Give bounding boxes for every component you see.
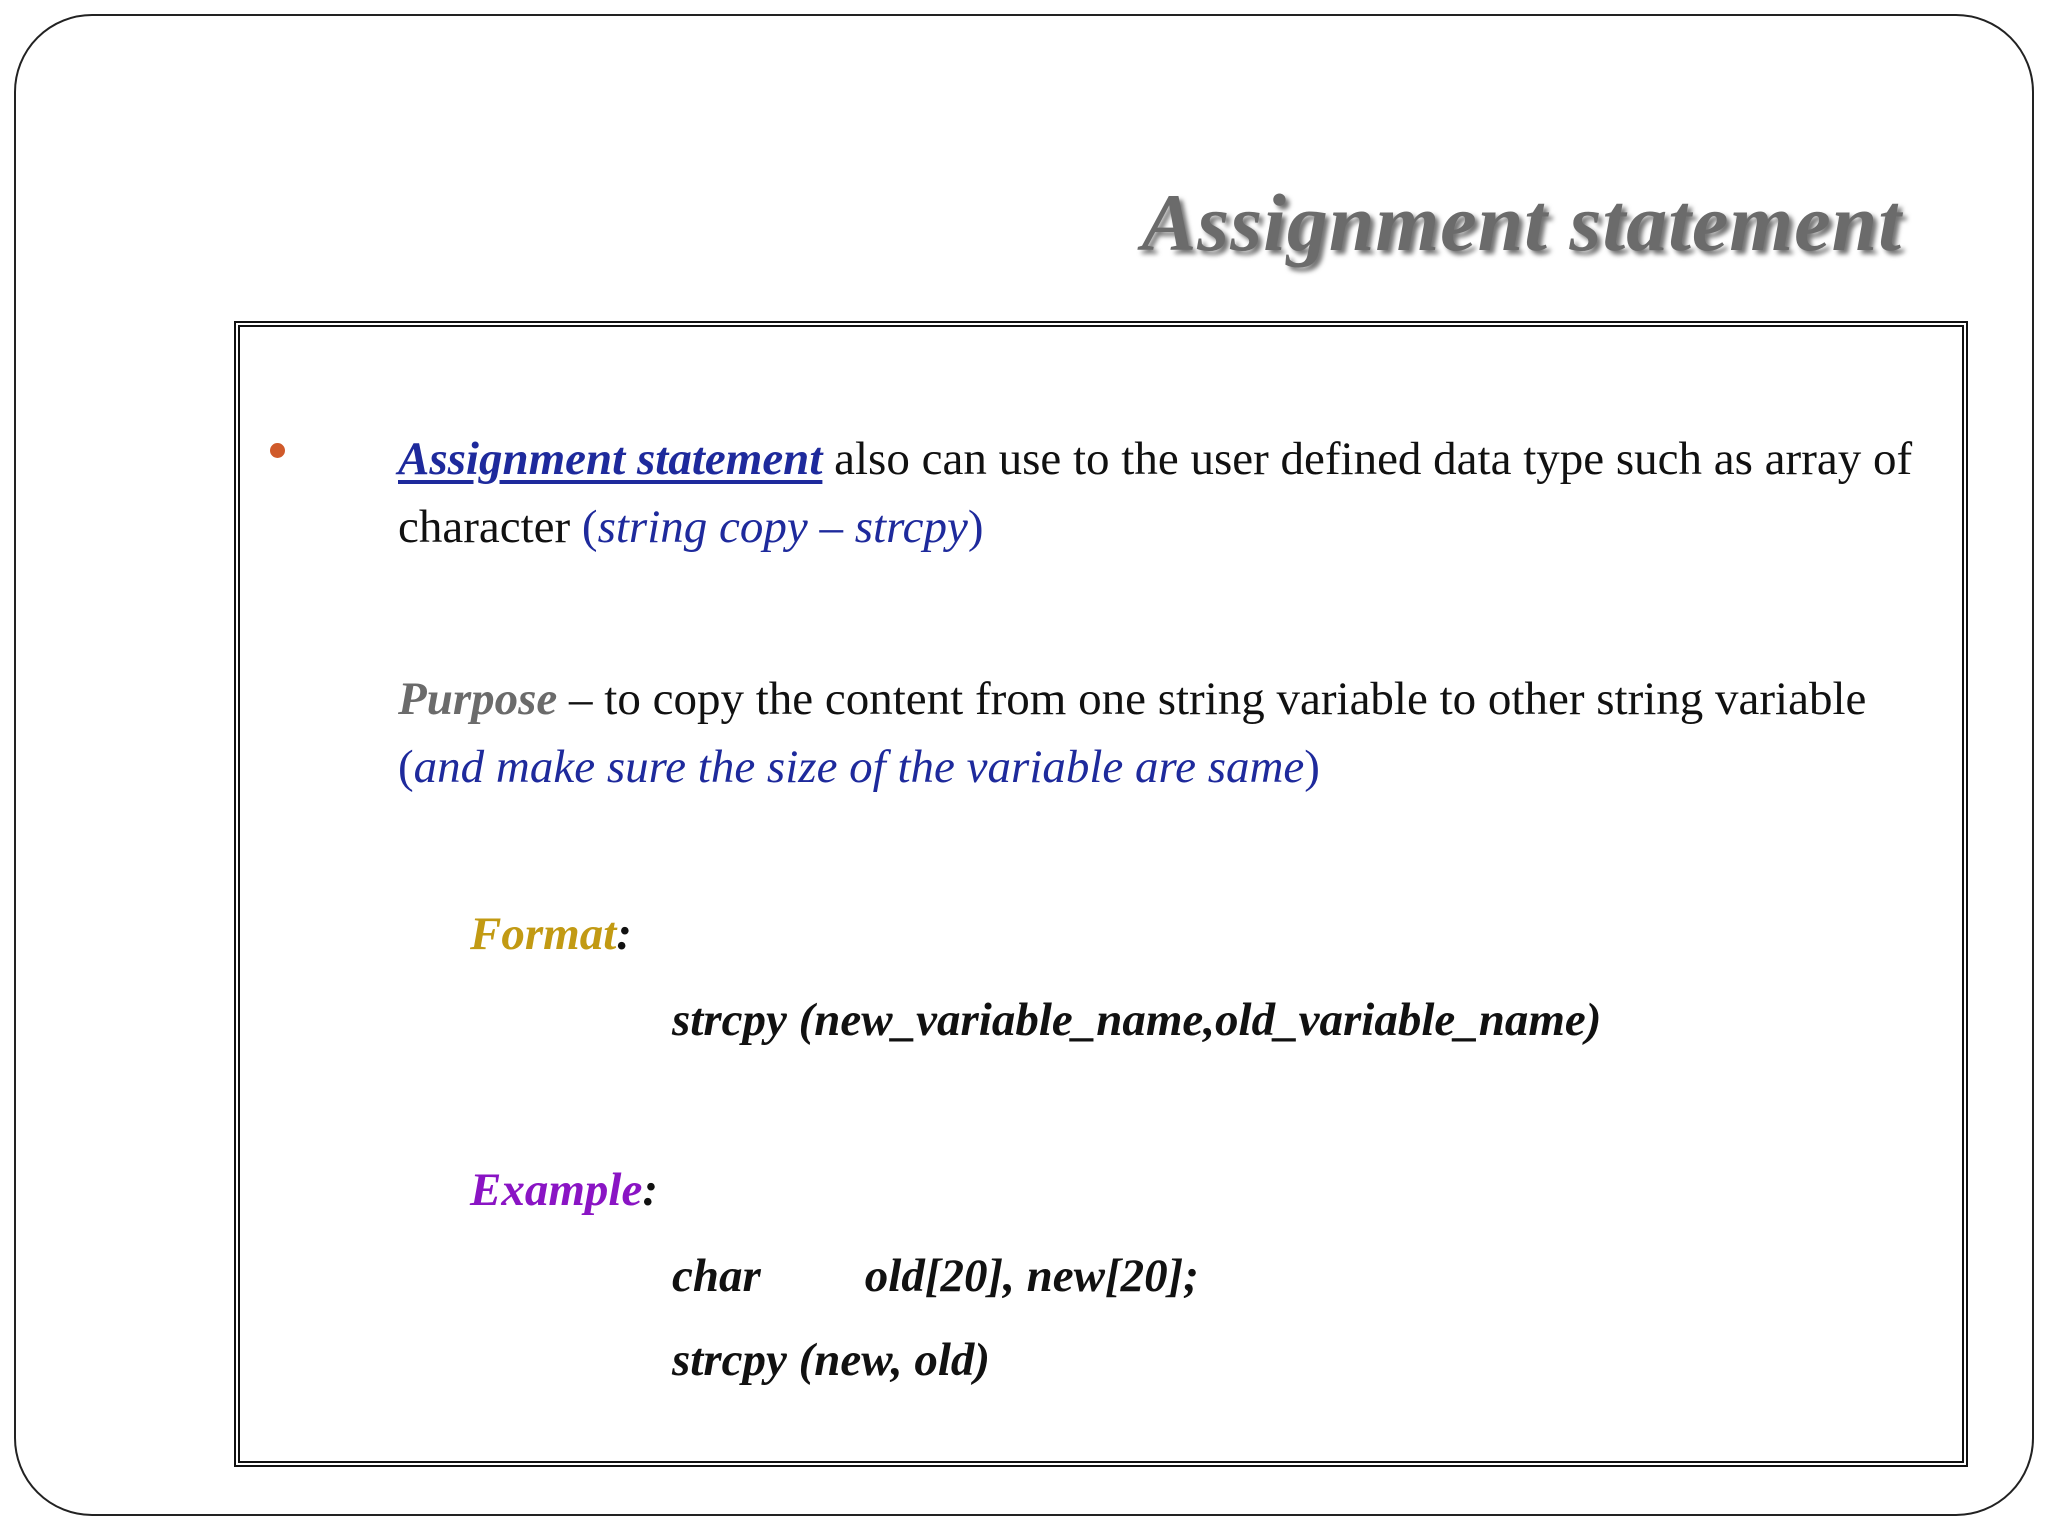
assignment-statement-link[interactable]: Assignment statement xyxy=(398,433,823,485)
note-open-paren: ( xyxy=(581,501,598,553)
format-heading xyxy=(470,907,632,961)
purpose-note-open-paren: ( xyxy=(398,741,414,793)
purpose-note-close-paren: ) xyxy=(1304,741,1320,793)
string-copy-note: string copy – strcpy xyxy=(597,501,968,553)
note-close-paren: ) xyxy=(967,501,984,553)
char-keyword: char xyxy=(672,1250,761,1302)
purpose-note: and make sure the size of the variable are same xyxy=(413,741,1305,793)
example-colon: : xyxy=(642,1164,658,1216)
content-box xyxy=(234,321,1968,1467)
format-label: Format xyxy=(470,908,617,960)
example-code-line-2: strcpy (new, old) xyxy=(672,1334,991,1386)
array-declarations: old[20], new[20]; xyxy=(864,1250,1199,1302)
purpose-label: Purpose xyxy=(398,673,558,725)
bullet-dot-icon xyxy=(270,443,285,458)
slide-title: Assignment statement xyxy=(1141,177,1902,268)
purpose-description: – to copy the content from one string variable to other string variable xyxy=(557,673,1867,725)
format-code: strcpy (new_variable_name,old_variable_name) xyxy=(672,994,1602,1046)
example-code-line-1 xyxy=(672,1249,1199,1303)
format-colon: : xyxy=(616,908,632,960)
slide-frame xyxy=(14,14,2034,1516)
purpose-paragraph xyxy=(398,665,1928,801)
assignment-description: also can use to the user defined data type such as array of character xyxy=(398,433,1913,553)
example-heading xyxy=(470,1163,658,1217)
example-label: Example xyxy=(470,1164,643,1216)
assignment-paragraph xyxy=(398,425,1928,561)
